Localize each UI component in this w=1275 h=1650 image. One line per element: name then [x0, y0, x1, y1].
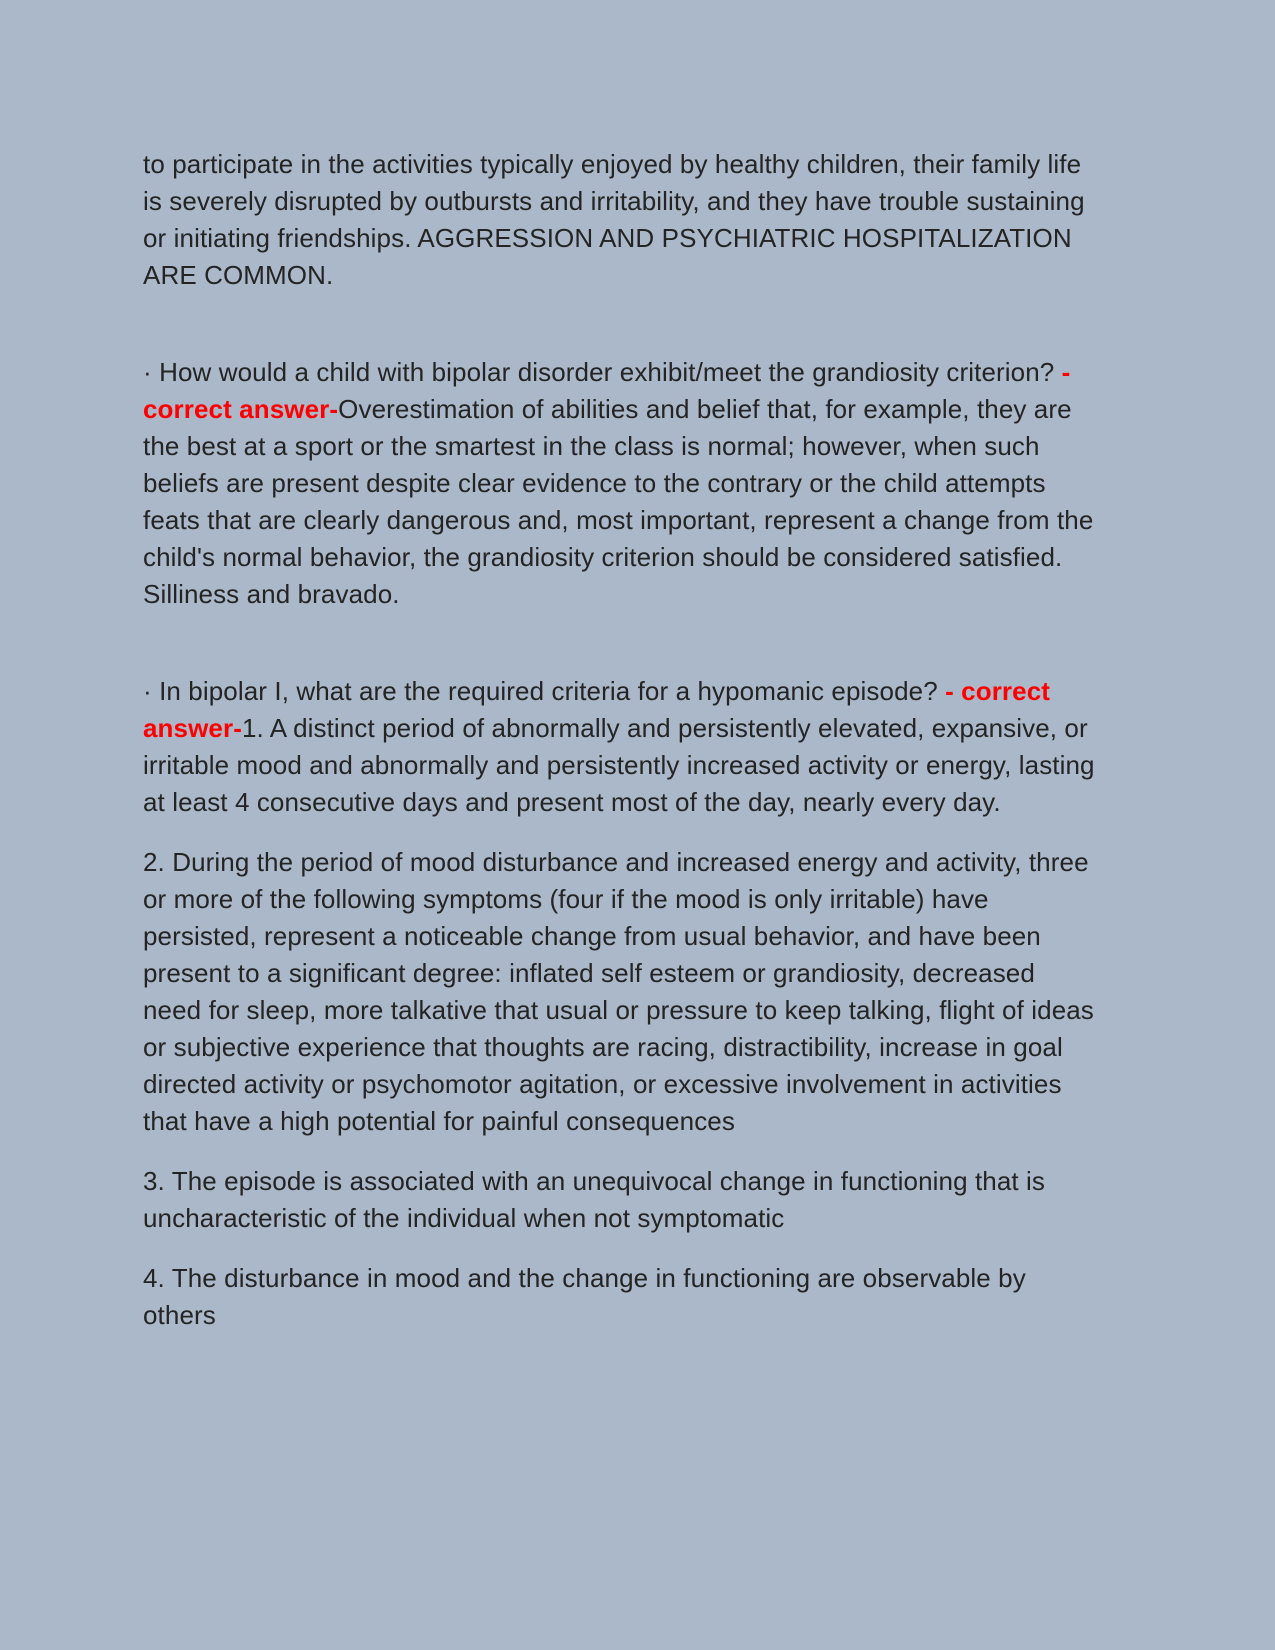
correct-answer-marker: - correct answer- — [143, 357, 1071, 424]
paragraph-text: 3. The episode is associated with an unequivocal change in functioning that is uncharacteristic of the individual when not symptomatic — [143, 1166, 1046, 1233]
qa-paragraph — [143, 673, 1095, 821]
paragraph — [143, 146, 1095, 294]
paragraph-text: 2. During the period of mood disturbance and increased energy and activity, three or more of the following symptoms (four if the mood is only irritable) have persisted, represent a noticeable change from usual behavior, and have been present to a significant degree: inflated self esteem or grandiosity, decreased need for sleep, more talkative that usual or pressure to keep talking, flight of ideas or subjective experience that thoughts are racing, distractibility, increase in goal directed activity or psychomotor agitation, or excessive involvement in activities that have a high potential for painful consequences — [143, 847, 1094, 1136]
question-text: In bipolar I, what are the required criteria for a hypomanic episode? — [159, 676, 938, 706]
question-text: How would a child with bipolar disorder exhibit/meet the grandiosity criterion? — [159, 357, 1055, 387]
bullet: · — [143, 357, 152, 387]
paragraph — [143, 844, 1095, 1140]
paragraph — [143, 1163, 1095, 1237]
answer-text: 1. A distinct period of abnormally and persistently elevated, expansive, or irritable mood and abnormally and persistently increased activity or energy, lasting at least 4 consecutive days and present most of the day, nearly every day. — [143, 713, 1095, 817]
qa-paragraph — [143, 354, 1095, 613]
answer-text: Overestimation of abilities and belief that, for example, they are the best at a sport or the smartest in the class is normal; however, when such beliefs are present despite clear evidence to the contrary or the child attempts feats that are clearly dangerous and, most important, represent a change from the child's normal behavior, the grandiosity criterion should be considered satisfied. Silliness and bravado. — [143, 394, 1094, 609]
paragraph-text: to participate in the activities typically enjoyed by healthy children, their family life is severely disrupted by outbursts and irritability, and they have trouble sustaining or initiating friendships. AGGRESSION AND PSYCHIATRIC HOSPITALIZATION ARE COMMON. — [143, 149, 1085, 290]
paragraph-text: 4. The disturbance in mood and the change in functioning are observable by others — [143, 1263, 1026, 1330]
correct-answer-marker: - correct answer- — [143, 676, 1051, 743]
paragraph — [143, 1260, 1095, 1334]
bullet: · — [143, 676, 152, 706]
